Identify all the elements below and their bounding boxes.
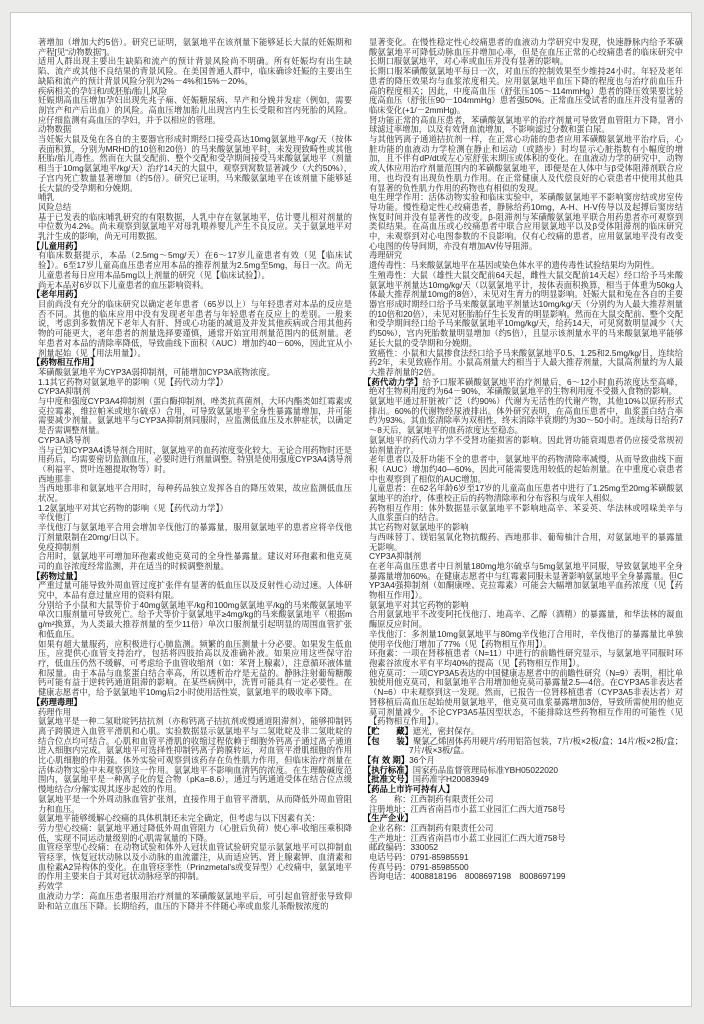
- text-run: 劳力型心绞痛：氨氯地平通过降低外周血管阻力（心脏后负荷）使心率-收缩压乘积降低，实现不同运动量级别的心肌需氧量的下降。: [38, 822, 352, 843]
- text-run: 生殖毒性：大鼠（雄性大鼠交配前64天起，雌性大鼠交配前14天起）经口给予马来酸氨氯地平剂量达10mg/kg/天（以氨氯地平计，按体表面积换算，相当于体重为50kg人体最大推荐剂量10mg的8倍），未见对生育力的明显影响。妊娠大鼠和兔在各自的主要器官形成时期经口给予马来酸氨氯地平剂量达10mg/kg/天（分别约为人最大推荐剂量的10倍和20倍），未见对胚胎胎仔生长发育的明显影响。然而在大鼠交配前、整个交配和受孕期间经口给予马来酸氨氯地平10mg/kg/天，给药14天，可见窝数明显减少（大约50%），宫内死胎数量明显增加（约5倍），且显示该剂量水平的马来酸氨氯地平能够延长大鼠的受孕期和分娩期。: [369, 269, 683, 348]
- text-run: 【儿童用药】: [32, 240, 82, 251]
- package-insert-page: [10, 12, 692, 1007]
- text-run: 如果有超大量服药，应积极进行心肺监测。频繁的血压测量十分必要。如果发生低血压，应提供心血管支持治疗，包括将四肢抬高以及准确补液。如果应用这些保守治疗，低血压仍然不缓解，可考虑给予血管收缩剂（如：苯肾上腺素），注意循环液体量和尿量。由于本品与血浆蛋白结合率高，所以透析治疗是无益的。静脉注射葡萄糖酸钙可能有益于逆转钙通道阻滞的影响。在某些病例中，洗胃可能具有一定必要性。在健康志愿者中，给予氨氯地平10mg后2小时使用活性炭，氨氯地平的吸收率下降。: [38, 638, 352, 698]
- text-run: 【药物相互作用】: [32, 357, 99, 368]
- paragraph: [32, 193, 352, 203]
- text-run: 当妊娠大鼠及兔在各自的主要器官形成时期经口接受高达10mg氨氯地平/kg/天（按体表面积算，分别为MRHD的10倍和20倍）的马来酸氨氯地平时，未发现致畸性或其他胚胎/胎儿毒性。然而在大鼠交配前、整个交配和受孕期间接受马来酸氨氯地平（剂量相当于10mg氨氯地平/kg/天）治疗14天的大鼠中，观察到窝数显著减少（大约50%），子宫内死亡数量显著增加（约5倍）。研究已证明，马来酸氨氯地平在该剂量下能够延长大鼠的受孕期和分娩期。: [38, 134, 352, 193]
- text-run: 与西咪替丁、镁铝氢氧化物抗酸药、西地那非、葡萄柚汁合用，对氨氯地平的暴露量无影响。: [369, 531, 683, 552]
- text-run: CYP3A抑制剂: [38, 386, 91, 397]
- text-run: 血液动力学：高血压患者服用治疗剂量的苯磺酸氨氯地平后，可引起血管舒张导致仰卧和站立血压下降。长期给药，血压的下降并不伴随心率或血浆儿茶酚胺浓度的: [38, 890, 352, 911]
- paragraph: [363, 38, 683, 67]
- paragraph: [32, 38, 352, 57]
- text-run: 辛伐他汀: [38, 512, 72, 523]
- paragraph: [363, 484, 683, 503]
- text-run: 环孢素：一项在肾移植患者（N=11）中进行的前瞻性研究显示，与氨氯地平同服时环孢素谷浓度水平有平均40%的提高（见【药物相互作用】）。: [369, 648, 683, 668]
- paragraph: [363, 193, 683, 251]
- paragraph: [363, 872, 683, 882]
- field-label: 【药代动力学】: [363, 376, 423, 387]
- paragraph: [32, 135, 352, 193]
- paragraph: [363, 116, 683, 135]
- text-run: 老年患者以及肝功能不全的患者中，氨氯地平的药物清除率减慢，从而导致曲线下面积（AUC）增加约40—60%，因此可能需要选用较低的起始剂量。在中重度心衰患者中也观察到了相似的AUC增加。: [369, 454, 683, 484]
- text-run: 其它药物对氨氯地平的影响: [369, 522, 469, 533]
- text-run: 动物数据: [38, 124, 72, 135]
- text-run: 遮光，密封保存。: [412, 725, 480, 736]
- text-run: 生产地址：江西省南昌市小蓝工业园汇仁西大道758号: [369, 832, 566, 843]
- text-run: 哺乳: [38, 192, 55, 203]
- paragraph: [32, 300, 352, 358]
- paragraph: [32, 523, 352, 542]
- text-run: 致癌性：小鼠和大鼠掺食法经口给予马来酸氨氯地平0.5、1.25和2.5mg/kg/日，连续给药2年，未见致癌作用。小鼠高剂量大约相当于人最大推荐剂量，大鼠高剂量约为人最大推荐剂量的2倍。: [369, 347, 683, 377]
- paragraph: [363, 436, 683, 455]
- field-label: 【执行标准】: [363, 764, 413, 775]
- text-run: 传真号码：0791-85985500: [369, 861, 469, 872]
- text-run: 严重过量可能导致外周血管过度扩张伴有显著的低血压以及反射性心动过速。人体研究中，本品有意过量应用的资料有限。: [38, 580, 352, 601]
- text-run: 毒理研究: [369, 250, 403, 261]
- text-run: 邮政编码：330052: [369, 842, 439, 853]
- text-run: 著增加（增加大约5倍）。研究已证明，氨氯地平在该剂量下能够延长大鼠的妊娠期和产程[见“动物数据”]。: [38, 37, 352, 57]
- text-run: 名 称：江西制药有限责任公司: [369, 793, 494, 804]
- text-run: 当西地那非和氨氯地平合用时，每种药品独立发挥各自的降压效果，故应监测低血压状况。: [38, 483, 352, 504]
- text-run: 尚无本品对6岁以下儿童患者的血压影响资料。: [38, 279, 209, 290]
- text-run: 氨氯地平通过肝脏被广泛（约90%）代谢为无活性的代谢产物，其他10%以原药形式排出。60%的代谢物经尿液排出。体外研究表明，在高血压患者中，血浆蛋白结合率约为93%。其血浆清除率为双相性，终末消除半衰期约为30～50小时。连续每日给药7～8天后，氨氯地平的血药浓度达至稳态。: [369, 396, 683, 436]
- paragraph: [32, 504, 352, 514]
- paragraph: [363, 455, 683, 484]
- text-run: 辛伐他汀与氨氯地平合用会增加辛伐他汀的暴露量，服用氨氯地平的患者应将辛伐他汀剂量限制在20mg/日以下。: [38, 522, 352, 542]
- text-run: 药效学: [38, 881, 63, 892]
- text-run: 药理作用: [38, 706, 72, 717]
- text-run: 电话号码：0791-85985591: [369, 852, 469, 863]
- text-run: 血管痉挛型心绞痛：在动物试验和体外人冠状血管试验研究显示氨氯地平可以抑制血管痉挛，恢复冠状动脉以及小动脉的血流灌注，从而适应钙、肾上腺素钾、血清素和血栓素A2异构体的变化。在血管痉挛性（Prinzmetal’s或变异型）心绞痛中，氨氯地平的作用主要来自于其对冠状动脉痉挛的抑制。: [38, 842, 352, 882]
- paragraph: [363, 67, 683, 116]
- paragraph: [363, 504, 683, 523]
- paragraph: [32, 795, 352, 814]
- paragraph: [363, 397, 683, 436]
- field-label: 【贮 藏】: [363, 725, 413, 736]
- text-run: 儿童患者：在62名年龄6岁至17岁的儿童高血压患者中进行了1.25mg至20mg苯磺酸氨氯地平的治疗，体重校正后的药物清除率和分布容积与成年人相似。: [369, 483, 683, 504]
- text-run: 注册地址：江西省南昌市小蓝工业园汇仁西大道758号: [369, 803, 566, 814]
- text-run: 国药准字H20083949: [412, 774, 489, 785]
- paragraph: [32, 251, 352, 280]
- text-run: 长期口服苯磺酸氨氯地平每日一次，对血压的控制效果至少维持24小时。年轻及老年患者的降压效果均与血浆浓度相关。应用氨氯地平血压下降的程度也与治疗前血压升高的程度相关；因此，中度高血压（舒张压105～114mmHg）患者的降压效果要比轻度高血压（舒张压90－104mmHg）患者强50%。正常血压受试者的血压并没有显著的临床变化(+1/－2mmHg)。: [369, 66, 683, 115]
- paragraph: [32, 581, 352, 600]
- text-run: 妊娠期高血压增加孕妇出现先兆子痫、妊娠糖尿病、早产和分娩并发症（例如，需要剖宫产和产后出血）的风险。高血压增加胎儿出现宫内生长受限和宫内死胎的风险。应仔细监测有高血压的孕妇，并予以相应的管理。: [38, 95, 352, 125]
- paragraph: [363, 669, 683, 727]
- text-run: 【药理毒理】: [32, 696, 82, 707]
- text-run: 疾病相关的孕妇和/或胚胎/胎儿风险: [38, 85, 168, 96]
- text-run: 他克莫司：一项CYP3A5表达的中国健康志愿者中的前瞻性研究（N=9）表明，相比单独使用他克莫司，和氨氯地平合用增加他克莫司暴露量2.5—4倍。在CYP3A5非表达者（N=6）中未观察到这一发现。然而，已报告一位肾移植患者（CYP3A5非表达者）对肾移植后高血压起始使用氨氯地平，他克莫司血浆暴露增加3倍，导致所需使用的他克莫司剂量减少。不论CYP3A5基因型状态，不能排除这些药物相互作用的可能性（见【药物相互作用】）。: [369, 667, 683, 727]
- text-run: 氨氯地平是一种二氢吡啶钙拮抗剂（亦称钙离子拮抗剂或慢通道阻滞剂），能够抑制钙离子跨膜进入血管平滑肌和心肌。实验数据显示氨氯地平与二氢吡啶及非二氢吡啶的结合位点均可结合。心肌和血管平滑肌的收缩过程依赖于细胞外钙离子通过离子通道进入细胞内完成。氨氯地平可选择性抑制钙离子跨膜转运，对血管平滑肌细胞的作用比心肌细胞的作用强。体外实验可观察到该药存在负性肌力作用，但临床治疗剂量在活体动物实验中未观察到这一作用。氨氯地平不影响血清钙的浓度。在生理酸碱度范围内，氨氯地平是一种离子化的复合物（pKa=8.6），通过与钙通道受体在结合位点缓慢地结合/分解实现其逐步起效的作用。: [38, 716, 352, 795]
- paragraph: [32, 843, 352, 882]
- text-run: 遗传毒性：马来酸氨氯地平在基因或染色体水平的遗传毒性试验结果均为阴性。: [369, 260, 660, 271]
- text-run: 合用时，氨氯地平可增加环孢素或他克莫司的全身性暴露量。建议对环孢素和他克莫司的血谷浓度经常监测，并在适当的时候调整剂量。: [38, 551, 352, 571]
- paragraph: [32, 57, 352, 86]
- text-run: 苯磺酸氨氯地平为CYP3A弱抑制剂，可能增加CYP3A底物浓度。: [38, 366, 275, 377]
- paragraph: [363, 349, 683, 378]
- paragraph: [32, 601, 352, 640]
- paragraph: [32, 824, 352, 843]
- insert-body: [11, 13, 691, 911]
- paragraph: [32, 892, 352, 911]
- paragraph: [32, 484, 352, 503]
- right-column: [363, 38, 683, 911]
- text-run: 1.1其它药物对氨氯地平的影响（见【药代动力学】）: [38, 376, 228, 387]
- text-run: 辛伐他汀：多剂量10mg氨氯地平与80mg辛伐他汀合用时，辛伐他汀的暴露量比单独使用辛伐他汀增加了77%（见【药物相互作用】）。: [369, 628, 683, 649]
- text-run: 36个月: [409, 755, 435, 766]
- paragraph: [32, 213, 352, 242]
- paragraph: [363, 135, 683, 193]
- text-run: CYP3A抑制剂: [369, 551, 422, 562]
- field-label: 【包 装】: [363, 735, 414, 746]
- text-run: 氨氯地平对其它药物的影响: [369, 599, 469, 610]
- text-run: 电生理学作用：活体动物实验和临床实验中，苯磺酸氨氯地平不影响窦房结或房室传导功能。慢性稳定性心绞痛患者，静脉给药10mg，A-H、H-V传导以及起搏后窦房结恢复时间并没有显著性的改变。β-阻滞剂与苯磺酸氨氯地平联合用药患者亦可观察到类似结果。在高血压或心绞痛患者中联合应用氨氯地平以及β受体阻滞剂的临床研究中，未观察到对心电图参数的不良影响。仅有心绞痛的患者，应用氨氯地平没有改变心电图的传导间期，亦没有增加AV传导阻滞。: [369, 192, 683, 251]
- text-run: 基于已发表的临床哺乳研究的有限数据，人乳中存在氨氯地平，估计婴儿相对剂量的中位数为4.2%。尚未观察到氨氯地平对母乳喂养婴儿产生不良反应。关于氨氯地平对乳汁生成的影响，尚无可用数据。: [38, 211, 352, 242]
- text-run: 【老年用药】: [32, 289, 82, 300]
- text-run: 分别给予小鼠和大鼠等价于40mg氨氯地平/kg和100mg氨氯地平/kg的马来酸氨氯地平单次口服剂量可导致死亡。给予犬等价于氨氯地平≥4mg/kg的马来酸氨氯地平（根据mg/m²换算，为人类最大推荐剂量的至少11倍）单次口服剂量引起明显的周围血管扩张和低血压。: [38, 599, 352, 639]
- paragraph: [363, 649, 683, 668]
- text-run: 【药物过量】: [32, 570, 82, 581]
- text-run: 氨氯地平是一个外周动脉血管扩张剂，直接作用于血管平滑肌，从而降低外周血管阻力和血压。: [38, 793, 352, 814]
- text-run: 与中度和强度CYP3A4抑制剂（蛋白酶抑制剂，唑类抗真菌剂，大环内酯类如红霉素或克拉霉素，维拉帕米或地尔硫卓）合用，可导致氨氯地平全身性暴露量增加，并可能需要减少剂量。氨氯地平与CYP3A抑制剂同服时，应监测低血压及水肿症状，以确定是否需调整剂量。: [38, 396, 352, 436]
- paragraph: [363, 562, 683, 601]
- text-run: 国家药品监督管理局标准YBH05022020: [412, 764, 559, 775]
- text-run: 咨询电话：4008818196 8008697198 8008697199: [369, 871, 566, 882]
- paragraph: [32, 397, 352, 436]
- paragraph: [32, 717, 352, 795]
- paragraph: [363, 378, 683, 397]
- text-run: 肾功能正常的高血压患者，苯磺酸氨氯地平的治疗剂量可导致肾血管阻力下降，肾小球滤过率增加，以及有效肾血流增加，不影响滤过分数和蛋白尿。: [369, 114, 683, 135]
- text-run: 1.2氨氯地平对其它药物的影响（见【药代动力学】）: [38, 502, 228, 513]
- text-run: 【生产企业】: [363, 813, 413, 824]
- section-heading: [32, 698, 352, 708]
- text-run: 有临床数据提示，本品（2.5mg～5mg/天）在6～17岁儿童患者有效（见【临床试验】）。6至17岁儿童高血压患者应用本品的推荐剂量为2.5mg至5mg，每日一次。尚无儿童患者每日应用本品5mg以上剂量的研究（见【临床试验】）。: [38, 250, 352, 280]
- text-run: 显著变化。在慢性稳定性心绞痛患者的血液动力学研究中发现，快速静脉内给予苯磺酸氨氯地平可降低动脉血压并增加心率，但是在血压正常的心绞痛患者的临床研究中长期口服氨氯地平，对心率或血压并没有显著的影响。: [369, 37, 683, 67]
- text-run: 适用人群出现主要出生缺陷和流产的预计背景风险尚不明确。所有妊娠均有出生缺陷、流产或其他不良结果的背景风险。在美国普通人群中，临床确诊妊娠的主要出生缺陷和流产的预计背景风险分别为2%－4%和15%－20%。: [38, 56, 352, 86]
- paragraph: [363, 271, 683, 349]
- paragraph: [32, 640, 352, 698]
- text-run: 药物相互作用：体外数据显示氨氯地平不影响地高辛、苯妥英、华法林或吲哚美辛与人血浆蛋白的结合。: [369, 502, 683, 523]
- text-run: CYP3A诱导剂: [38, 434, 91, 445]
- paragraph: [32, 446, 352, 475]
- paragraph: [363, 630, 683, 649]
- paragraph: [32, 96, 352, 125]
- text-run: 合用氨氯地平不改变阿托伐他汀、地高辛、乙醇（酒精）的暴露量，和华法林的凝血酶原反应时间。: [369, 609, 683, 630]
- text-run: 【药品上市许可持有人】: [363, 784, 455, 795]
- text-run: 氨氯地平能够缓解心绞痛的具体机制还未完全确定，但考虑与以下因素有关：: [38, 813, 321, 824]
- field-label: 【有 效 期】: [363, 755, 410, 766]
- text-run: 当与已知CYP3A4诱导剂合用时，氨氯地平的血药浓度变化较大。无论合用药物时还是用药后，均需要密切监测血压，必要时进行剂量调整。特别是使用强度CYP3A4诱导剂（利福平、贯叶连翘提取物等）时。: [38, 444, 352, 474]
- text-run: 在老年高血压患者中日剂量180mg地尔硫卓与5mg氨氯地平同服，导致氨氯地平全身暴露量增加60%。在健康志愿者中与红霉素同服未显著影响氨氯地平全身暴露量。但CYP3A4强抑制剂（如酮康唑、克拉霉素）可能会大幅增加氨氯地平血药浓度（见【药物相互作用】）。: [369, 560, 683, 601]
- text-run: 免疫抑制剂: [38, 541, 80, 552]
- paragraph: [363, 533, 683, 552]
- text-run: 企业名称：江西制药有限责任公司: [369, 822, 494, 833]
- left-column: [32, 38, 352, 911]
- text-run: 与其他钙离子通道拮抗剂一样，在正常心功能的患者应用苯磺酸氨氯地平治疗后，心脏功能的血液动力学检测在静止和运动（或踏步）时均显示心脏指数有小幅度的增加，且不伴有dP/dt或左心室舒张末期压或体积的变化。在血液动力学的研究中，动物或人体应用治疗剂量范围内的苯磺酸氨氯地平，即便是在人体中与β受体阻滞剂联合应用，也均没有出现负性肌力作用。在正常健康人及代偿良好的心衰患者中使用其他具有显著的负性肌力作用的药物也有相似的发现。: [369, 134, 683, 193]
- text-run: 目前尚没有充分的临床研究以确定老年患者（65岁以上）与年轻患者对本品的反应是否不同。其他的临床应用中没有发现老年患者与年轻患者在反应上的差别。一般来说，考虑到多数情况下老年人有肝、肾或心功能的减退及并发其他疾病或合用其他药物的可能更大，老年患者的剂量选择要谨慎，通常开始宜用剂量范围内的低剂量。老年患者对本品的清除率降低，导致曲线下面积（AUC）增加约40－60%，因此宜从小剂量起始（见【用法用量】）。: [38, 298, 352, 358]
- text-run: 西地那非: [38, 473, 72, 484]
- text-run: 风险总结: [38, 201, 72, 212]
- text-run: 氨氯地平的药代动力学不受肾功能损害的影响。因此肾功能衰竭患者仍应接受常规初始剂量治疗。: [369, 434, 683, 455]
- text-run: 给予口服苯磺酸氨氯地平治疗剂量后，6～12小时血药浓度达至高峰，绝对生物利用度约为64－90%，苯磺酸氨氯地平的生物利用度不受摄入食物的影响。: [369, 376, 683, 397]
- paragraph: [363, 610, 683, 629]
- paragraph: [32, 552, 352, 571]
- field-label: 【批准文号】: [363, 774, 413, 785]
- field-row: [363, 737, 683, 756]
- text-run: 聚氯乙烯固体药用硬片/药用铝箔包装，7片/板×2板/盒；14片/板×2板/盒；7片/板×3板/盒。: [409, 735, 683, 756]
